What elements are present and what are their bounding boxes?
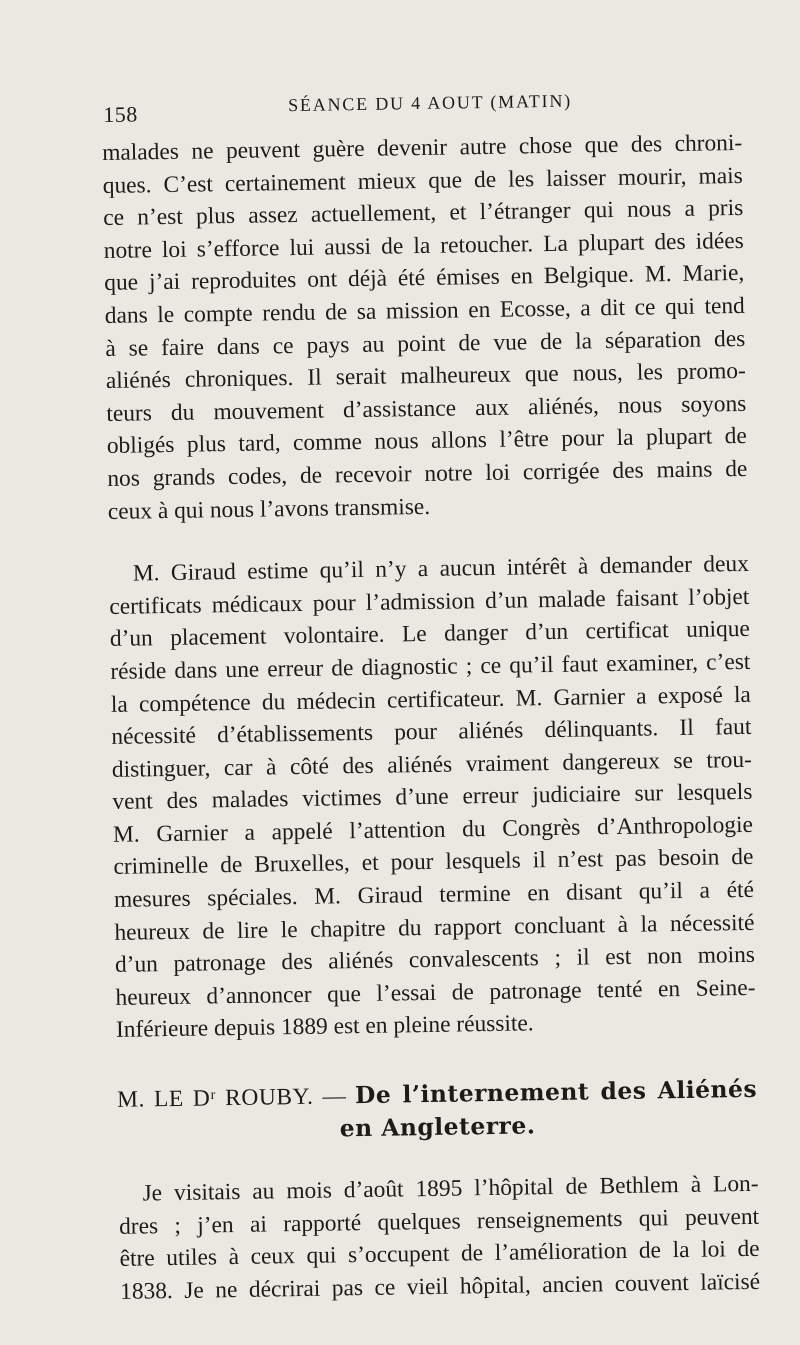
- text-line: à se faire dans ce pays au point de vue de la séparation des: [105, 325, 746, 362]
- text-line: teurs du mouvement d’assistance aux aliénés, nous soyons: [106, 390, 747, 427]
- text-line: être utiles à ceux qui s’occupent de l’amélioration de la loi de: [119, 1236, 760, 1273]
- text-line: certificats médicaux pour l’admission d’un malade faisant l’objet: [109, 583, 750, 620]
- paragraph-continued: [102, 127, 748, 528]
- text-line: nécessité d’établissements pour aliénés délinquants. Il faut: [111, 713, 752, 751]
- text-line: M. Giraud estime qu’il n’y a aucun intérêt à demander deux: [132, 551, 749, 587]
- page-body: [102, 127, 760, 1309]
- text-line: Inférieure depuis 1889 est en pleine réussite.: [115, 1010, 534, 1044]
- text-line: distinguer, car à côté des aliénés vraiment dangereux se trou-: [111, 746, 753, 783]
- section-title: De l’internement des Aliénés: [354, 1074, 758, 1110]
- text-line: obligés plus tard, comme nous allons l’être pour la plupart de: [106, 423, 747, 460]
- text-line: ce n’est plus assez actuellement, et l’étranger qui nous a pris: [103, 195, 744, 232]
- page-header: [103, 88, 713, 130]
- text-line: que j’ai reproduites ont déjà été émises en Belgique. M. Marie,: [104, 260, 745, 297]
- text-line: vent des malades victimes d’une erreur judiciaire sur lesquels: [112, 779, 753, 816]
- text-line: malades ne peuvent guère devenir autre chose que des chroni-: [102, 129, 743, 166]
- text-line: mesures spéciales. M. Giraud termine en disant qu’il a été: [113, 876, 755, 913]
- running-head: SÉANCE DU 4 AOUT (MATIN): [287, 90, 573, 116]
- text-line: d’un placement volontaire. Le danger d’un certificat unique: [109, 616, 751, 653]
- text-line: criminelle de Bruxelles, et pour lesquels il n’est pas besoin de: [113, 844, 754, 881]
- paragraph-giraud: [109, 548, 757, 1047]
- text-line: d’un patronage des aliénés convalescents ; il est non moins: [114, 942, 756, 979]
- section-heading: [117, 1073, 758, 1148]
- text-line: Je visitais au mois d’août 1895 l’hôpital de Bethlem à Lon-: [142, 1171, 759, 1207]
- text-line: dres ; j’en ai rapporté quelques renseignements qui peuvent: [118, 1203, 760, 1240]
- text-line: heureux d’annoncer que l’essai de patronage tenté en Seine-: [115, 974, 756, 1011]
- text-line: M. Garnier a appelé l’attention du Congrès d’Anthropologie: [112, 811, 754, 848]
- text-line: heureux de lire le chapitre du rapport concluant à la nécessité: [114, 909, 755, 946]
- speaker-name: M. LE Dʳ ROUBY. —: [116, 1083, 347, 1113]
- text-line: réside dans une erreur de diagnostic ; ce qu’il faut examiner, c’est: [110, 648, 751, 685]
- section-title-continued: en Angleterre.: [339, 1110, 536, 1143]
- text-line: ceux à qui nous l’avons transmise.: [107, 493, 431, 525]
- page-number: 158: [103, 101, 138, 127]
- paragraph-rouby: [118, 1168, 760, 1308]
- text-line: la compétence du médecin certificateur. M. Garnier a exposé la: [110, 681, 752, 718]
- text-line: notre loi s’efforce lui aussi de la retoucher. La plupart des idées: [103, 227, 744, 264]
- text-line: nos grands codes, de recevoir notre loi corrigée des mains de: [107, 455, 748, 492]
- text-line: dans le compte rendu de sa mission en Ecosse, a dit ce qui tend: [104, 292, 745, 329]
- text-line: 1838. Je ne décrirai pas ce vieil hôpital, ancien couvent laïcisé: [119, 1268, 761, 1305]
- text-line: aliénés chroniques. Il serait malheureux que nous, les promo-: [105, 358, 746, 395]
- text-line: ques. C’est certainement mieux que de les laisser mourir, mais: [102, 162, 743, 199]
